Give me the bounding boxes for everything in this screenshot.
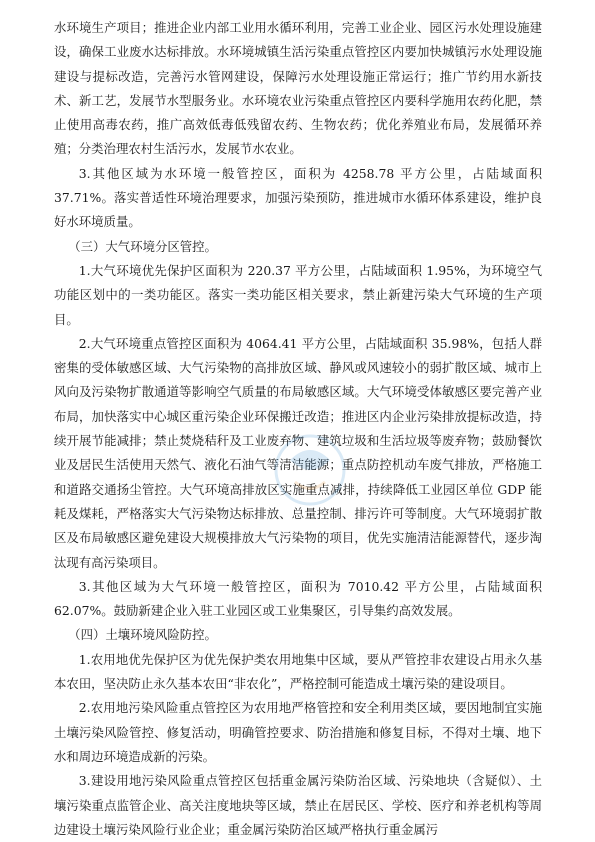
paragraph-soil-farmland-risk: 2.农用地污染风险重点管控区为农用地严格管控和安全利用类区域，要因地制宜实施土壤污染风险管控、修复活动，明确管控要求、防治措施和修复目标，不得对土壤、地下水和周边环境造成新的污染。 <box>54 700 542 764</box>
section-heading-air: （三）大气环境分区管控。 <box>68 238 217 254</box>
paragraph-water-general-zone: 3.其他区域为水环境一般管控区，面积为 4258.78 平方公里，占陆域面积 37.71%。落实普适性环境治理要求，加强污染预防，推进城市水循环体系建设，维护良好水环境质量。 <box>54 165 542 230</box>
paragraph-soil-construction-risk: 3.建设用地污染风险重点管控区包括重金属污染防治区域、污染地块（含疑似）、土壤污染重点监管企业、高关注度地块等区域，禁止在居民区、学校、医疗和养老机构等周边建设土壤污染风险行业企业；重金属污染防治区域严格执行重金属污 <box>54 773 542 837</box>
paragraph-soil-priority-zone: 1.农用地优先保护区为优先保护类农用地集中区域，要从严管控非农建设占用永久基本农田，坚决防止永久基本农田“非农化”，严格控制可能造成土壤污染的建设项目。 <box>54 651 542 692</box>
paragraph-air-priority-zone: 1.大气环境优先保护区面积为 220.37 平方公里，占陆域面积 1.95%，为环境空气功能区划中的一类功能区。落实一类功能区相关要求，禁止新建污染大气环境的生产项目。 <box>54 262 542 327</box>
section-heading-soil: （四）土壤环境风险防控。 <box>68 627 217 643</box>
paragraph-air-general-zone: 3.其他区域为大气环境一般管控区，面积为 7010.42 平方公里，占陆域面积 62.07%。鼓励新建企业入驻工业园区或工业集聚区，引导集约高效发展。 <box>54 578 542 619</box>
document-page <box>54 16 542 842</box>
paragraph-air-key-zone: 2.大气环境重点管控区面积为 4064.41 平方公里，占陆域面积 35.98%，包括人群密集的受体敏感区域、大气污染物的高排放区域、静风或风速较小的弱扩散区域、城市上风向及污染物扩散通道等影响空气质量的布局敏感区域。大气环境受体敏感区要完善产业布局，加快落实中心城区重污染企业环保搬迁改造；推进区内企业污染排放提标改造，持续开展节能减排；禁止焚烧秸秆及工业废弃物、建筑垃圾和生活垃圾等废弃物；鼓励餐饮业及居民生活使用天然气、液化石油气等清洁能源；重点防控机动车废气排放，严格施工和道路交通扬尘管控。大气环境高排放区实施重点减排，持续降低工业园区单位 GDP 能耗及煤耗，严格落实大气污染物达标排放、总量控制、排污许可等制度。大气环境弱扩散区及布局敏感区避免建设大规模排放大气污染物的项目，优先实施清洁能源替代，逐步淘汰现有高污染项目。 <box>54 335 542 570</box>
paragraph-water-production: 水环境生产项目；推进企业内部工业用水循环利用，完善工业企业、园区污水处理设施建设，确保工业废水达标排放。水环境城镇生活污染重点管控区内要加快城镇污水处理设施建设与提标改造，完善污水管网建设，保障污水处理设施正常运行；推广节约用水新技术、新工艺，发展节水型服务业。水环境农业污染重点管控区内要科学施用农药化肥，禁止使用高毒农药，推广高效低毒低残留农药、生物农药；优化养殖业布局，发展循环养殖；分类治理农村生活污水，发展节水农业。 <box>54 20 542 157</box>
